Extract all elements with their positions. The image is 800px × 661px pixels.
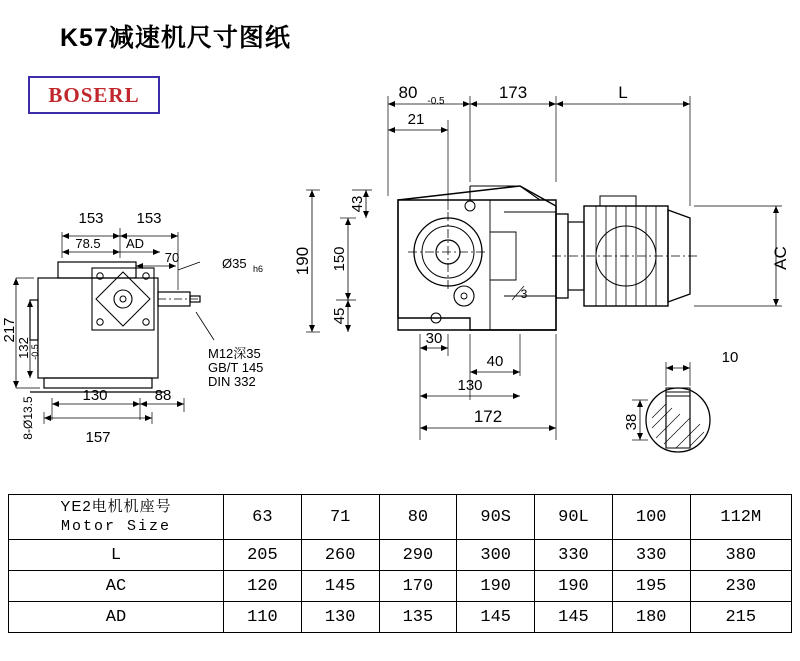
cell-ad-1: 130 <box>301 602 379 633</box>
dim-main-130: 130 <box>457 377 483 394</box>
cell-l-0: 205 <box>224 540 302 571</box>
cell-ad-4: 145 <box>535 602 613 633</box>
dim-left-70: 70 <box>164 250 180 265</box>
dim-left-88: 88 <box>154 387 172 404</box>
cell-ac-4: 190 <box>535 571 613 602</box>
cell-l-2: 290 <box>379 540 457 571</box>
dim-left-217: 217 <box>1 317 18 343</box>
table-col-4: 90L <box>535 495 613 540</box>
dim-left-ad: AD <box>125 236 145 251</box>
cell-l-1: 260 <box>301 540 379 571</box>
dim-main-172: 172 <box>473 407 503 426</box>
cell-l-6: 380 <box>690 540 791 571</box>
cell-l-3: 300 <box>457 540 535 571</box>
cell-ad-3: 145 <box>457 602 535 633</box>
dim-main-30: 30 <box>425 330 443 347</box>
dim-main-21: 21 <box>407 111 425 128</box>
cell-l-5: 330 <box>612 540 690 571</box>
dim-left-153b: 153 <box>136 210 162 227</box>
table-col-3: 90S <box>457 495 535 540</box>
cell-ac-0: 120 <box>224 571 302 602</box>
dim-left-153a: 153 <box>78 210 104 227</box>
table-header-row <box>9 495 792 540</box>
dim-main-AC: AC <box>771 246 790 270</box>
dim-left-132: 132 <box>16 337 31 359</box>
row-label-ac: AC <box>9 571 224 602</box>
dim-main-L: L <box>618 83 628 102</box>
cell-ad-2: 135 <box>379 602 457 633</box>
page-title: K57减速机尺寸图纸 <box>60 24 291 52</box>
dim-main-190: 190 <box>293 246 312 276</box>
cell-l-4: 330 <box>535 540 613 571</box>
note-din332: DIN 332 <box>208 374 256 389</box>
table-row <box>9 602 792 633</box>
row-label-ad: AD <box>9 602 224 633</box>
table-col-0: 63 <box>224 495 302 540</box>
dim-left-132-tol: -0.5 <box>30 344 40 360</box>
cell-ad-6: 215 <box>690 602 791 633</box>
dim-main-40: 40 <box>486 353 504 370</box>
cell-ac-3: 190 <box>457 571 535 602</box>
dim-main-150: 150 <box>331 246 348 272</box>
cell-ad-0: 110 <box>224 602 302 633</box>
dim-left-d35: Ø35 <box>222 256 247 271</box>
table-col-5: 100 <box>612 495 690 540</box>
cell-ac-2: 170 <box>379 571 457 602</box>
note-m12: M12深35 <box>208 346 261 361</box>
dim-left-8xd135: 8-Ø13.5 <box>21 396 35 440</box>
dim-left-785: 78.5 <box>75 236 101 251</box>
cell-ac-5: 195 <box>612 571 690 602</box>
table-header-cell <box>9 495 224 540</box>
table-row <box>9 571 792 602</box>
table-col-6: 112M <box>690 495 791 540</box>
dim-shaft-38: 38 <box>623 413 640 431</box>
row-label-l: L <box>9 540 224 571</box>
motor-size-table <box>8 494 792 633</box>
dim-main-173: 173 <box>498 83 528 102</box>
dim-shaft-10: 10 <box>721 349 739 366</box>
table-col-1: 71 <box>301 495 379 540</box>
cell-ac-6: 230 <box>690 571 791 602</box>
table-row <box>9 540 792 571</box>
table-header-line1: YE2电机机座号 <box>60 498 172 515</box>
cell-ac-1: 145 <box>301 571 379 602</box>
table-col-2: 80 <box>379 495 457 540</box>
dim-left-130: 130 <box>82 387 108 404</box>
note-gbt145: GB/T 145 <box>208 360 264 375</box>
dim-main-3: 3 <box>520 287 528 301</box>
dim-left-d35-tol: h6 <box>253 264 264 274</box>
dim-main-43: 43 <box>349 195 366 213</box>
dim-left-157: 157 <box>85 429 111 446</box>
table-header-line2: Motor Size <box>60 518 171 535</box>
logo-text: BOSERL <box>48 82 140 107</box>
dim-main-45: 45 <box>331 307 348 325</box>
dim-main-80-tol: -0.5 <box>427 96 445 107</box>
cell-ad-5: 180 <box>612 602 690 633</box>
dim-main-80: 80 <box>398 83 418 102</box>
